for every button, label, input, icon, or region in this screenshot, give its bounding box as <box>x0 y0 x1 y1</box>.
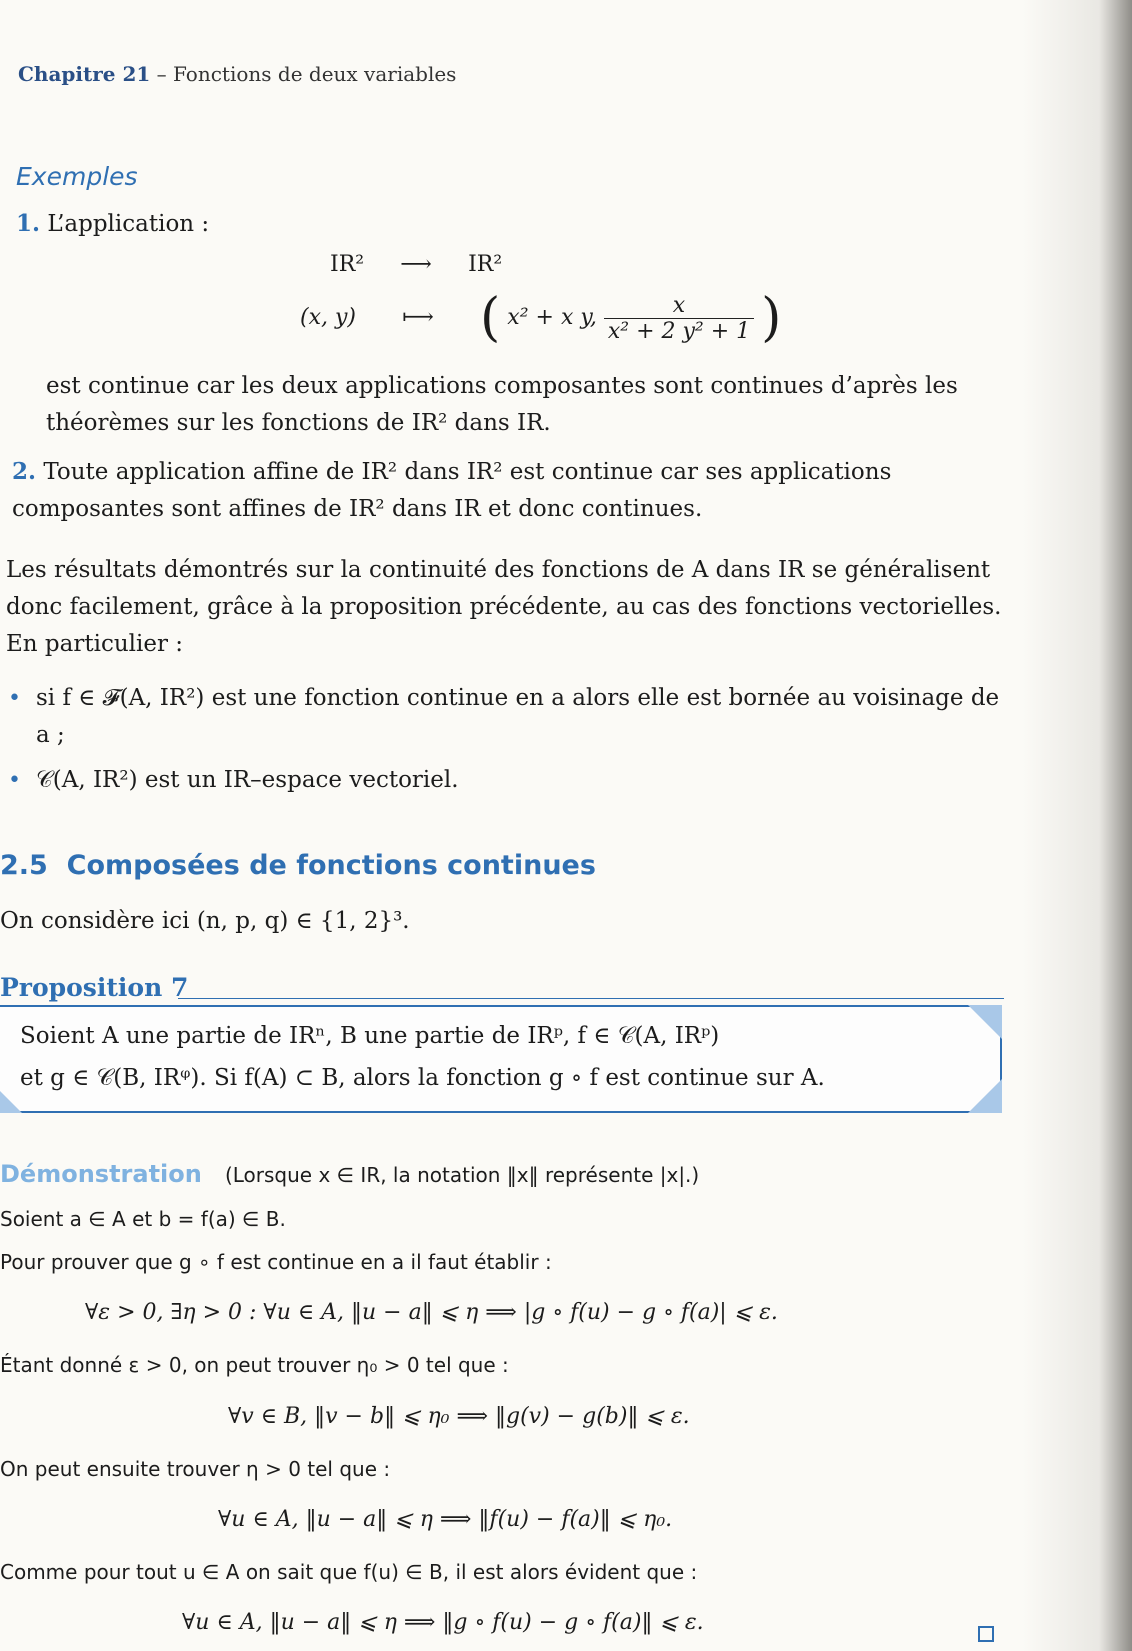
proposition-line-2: et g ∈ 𝒞(B, IRᵠ). Si f(A) ⊂ B, alors la fonction g ∘ f est continue sur A. <box>20 1065 825 1091</box>
fraction-numerator: x <box>604 293 754 319</box>
bullet-marker: • <box>8 768 21 793</box>
demo-line: On peut ensuite trouver η > 0 tel que : <box>0 1457 391 1481</box>
example-1-number: 1. <box>16 210 41 237</box>
mapping-fraction <box>604 293 754 344</box>
page-gutter-shadow <box>1022 0 1132 1651</box>
bullet-marker: • <box>8 686 21 711</box>
generalisation-paragraph: Les résultats démontrés sur la continuité des fonctions de A dans IR se généralisent donc facilement, grâce à la proposition précédente, au cas des fonctions vectorielles. En particulier : <box>6 557 1002 657</box>
proposition-title: Proposition 7 <box>0 973 189 1002</box>
proposition-box <box>0 1005 1002 1113</box>
close-paren: ) <box>761 288 782 348</box>
bullet-text: si f ∈ 𝓕(A, IR²) est une fonction continue en a alors elle est bornée au voisinage de a ; <box>36 685 1000 748</box>
qed-square-icon <box>978 1626 994 1642</box>
fraction-denominator: x² + 2 y² + 1 <box>607 318 751 344</box>
mapping-variable: (x, y) <box>300 305 356 330</box>
mapping-codomain: IR² <box>468 252 503 277</box>
chapter-label: Chapitre 21 <box>18 62 151 86</box>
mapping-formula-row <box>300 288 781 348</box>
demonstration-heading-row <box>0 1160 1020 1188</box>
example-2 <box>12 453 1017 528</box>
example-1-label: L’application : <box>47 211 210 237</box>
open-paren: ( <box>480 288 501 348</box>
proposition-line-1: Soient A une partie de IRⁿ, B une partie de IRᵖ, f ∈ 𝒞(A, IRᵖ) <box>20 1023 720 1049</box>
demo-formula: ∀u ∈ A, ‖u − a‖ ⩽ η ⟹ ‖f(u) − f(a)‖ ⩽ η₀. <box>218 1507 673 1532</box>
demo-formula: ∀u ∈ A, ‖u − a‖ ⩽ η ⟹ ‖g ∘ f(u) − g ∘ f(a)‖ ⩽ ε. <box>182 1610 704 1635</box>
demo-line: Pour prouver que g ∘ f est continue en a il faut établir : <box>0 1250 552 1274</box>
mapping-domain-row <box>330 252 502 277</box>
bullet-item <box>0 680 1015 754</box>
section-title: Composées de fonctions continues <box>66 850 596 881</box>
demonstration-title: Démonstration <box>0 1160 202 1188</box>
section-number: 2.5 <box>0 850 48 881</box>
example-2-text: Toute application affine de IR² dans IR² est continue car ses applications composantes sont affines de IR² dans IR et donc continues. <box>12 459 892 522</box>
consider-line: On considère ici (n, p, q) ∈ {1, 2}³. <box>0 908 410 934</box>
proposition-rule <box>178 998 1004 999</box>
mapping-component-1: x² + x y, <box>507 305 597 330</box>
mapping-arrow: ⟶ <box>400 252 432 277</box>
examples-heading: Exemples <box>16 162 138 191</box>
bullet-item <box>0 762 1015 799</box>
bullet-text: 𝒞(A, IR²) est un IR–espace vectoriel. <box>36 767 459 793</box>
example-1-intro <box>16 205 1036 243</box>
demo-line: Étant donné ε > 0, on peut trouver η₀ > 0 tel que : <box>0 1353 509 1377</box>
corner-ornament <box>968 1079 1002 1113</box>
example-1-text: est continue car les deux applications composantes sont continues d’après les théorèmes sur les fonctions de IR² dans IR. <box>46 373 958 436</box>
mapping-domain: IR² <box>330 252 365 277</box>
corner-ornament <box>968 1005 1002 1039</box>
demonstration-note: (Lorsque x ∈ IR, la notation ‖x‖ représente |x|.) <box>224 1163 700 1187</box>
demo-line: Soient a ∈ A et b = f(a) ∈ B. <box>0 1207 286 1231</box>
demo-line: Comme pour tout u ∈ A on sait que f(u) ∈ B, il est alors évident que : <box>0 1560 698 1584</box>
demo-formula: ∀ε > 0, ∃η > 0 : ∀u ∈ A, ‖u − a‖ ⩽ η ⟹ |g ∘ f(u) − g ∘ f(a)| ⩽ ε. <box>85 1300 778 1325</box>
chapter-title: – Fonctions de deux variables <box>150 62 457 86</box>
example-2-number: 2. <box>12 458 37 485</box>
bullet-list <box>0 680 1015 799</box>
running-header <box>18 62 1038 86</box>
demo-formula: ∀v ∈ B, ‖v − b‖ ⩽ η₀ ⟹ ‖g(v) − g(b)‖ ⩽ ε. <box>228 1404 690 1429</box>
corner-ornament <box>0 1091 22 1113</box>
mapping-maps-to: ⟼ <box>402 305 434 330</box>
section-heading <box>0 850 1020 881</box>
